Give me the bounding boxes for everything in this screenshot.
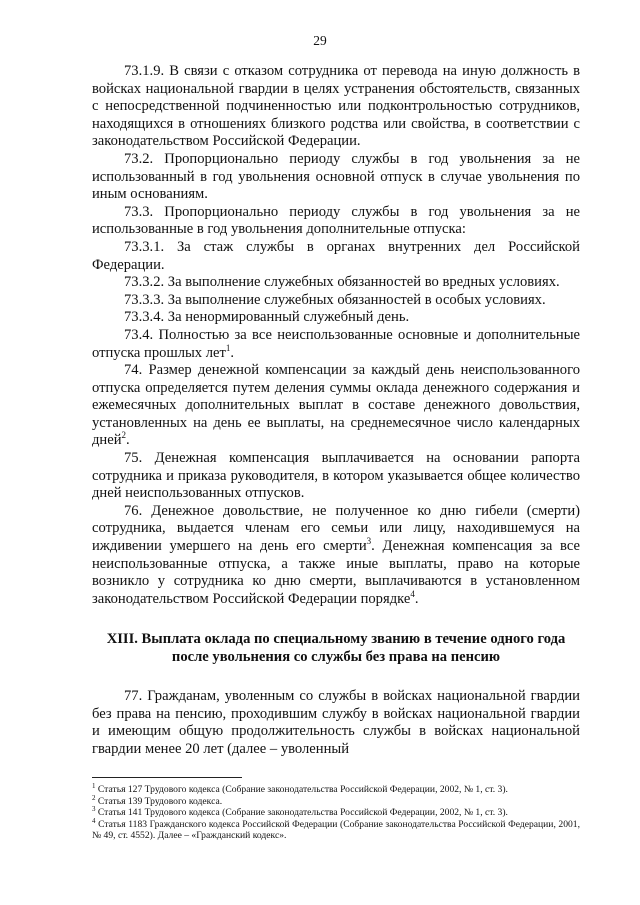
- paragraph-tail: .: [126, 432, 130, 449]
- paragraph-text: 73.4. Полностью за все неиспользованные основные и дополнительные отпуска прошлых лет: [92, 326, 580, 361]
- body-text-continued: [92, 688, 580, 758]
- footnote-text: Статья 127 Трудового кодекса (Собрание законодательства Российской Федерации, 2002, № 1, ст. 3).: [97, 784, 508, 795]
- footnote-text: Статья 1183 Гражданского кодекса Российской Федерации (Собрание законодательства Российской Федерации, 2001, № 49, ст. 4552). Далее – «Гражданский кодекс».: [92, 818, 580, 842]
- footnote-mark: 2: [92, 793, 96, 802]
- paragraph-73-3: 73.3. Пропорционально периоду службы в год увольнения за не использованные в год увольнения дополнительные отпуска:: [92, 203, 580, 238]
- footnote-4: [92, 816, 580, 842]
- footnote-mark: 4: [92, 816, 96, 825]
- page-number: 29: [313, 33, 327, 48]
- footnote-1: [92, 781, 580, 796]
- section-heading: XIII. Выплата оклада по специальному званию в течение одного года после увольнения со службы без права на пенсию: [106, 631, 566, 665]
- footnote-2: [92, 793, 580, 808]
- footnote-text: Статья 141 Трудового кодекса (Собрание законодательства Российской Федерации, 2002, № 1, ст. 3).: [97, 807, 508, 819]
- footnote-text: Статья 139 Трудового кодекса.: [97, 795, 223, 807]
- footnote-ref[interactable]: 1: [225, 342, 231, 353]
- paragraph-text: . Денежная компенсация за все неиспользованные отпуска, а также иные выплаты, право на которые возникло у сотрудника ко дню смерти, выплачиваются в установленном законодательством Российской Федерации порядке: [92, 538, 580, 607]
- footnotes: [92, 781, 580, 842]
- body-text: [92, 63, 580, 608]
- footnote-separator: [92, 777, 242, 778]
- paragraph-73-4: [92, 327, 580, 362]
- footnote-mark: 3: [92, 805, 96, 813]
- paragraph-73-3-1: 73.3.1. За стаж службы в органах внутренних дел Российской Федерации.: [92, 238, 580, 273]
- footnote-3: [92, 807, 580, 819]
- footnote-ref[interactable]: 2: [121, 430, 127, 441]
- paragraph-73-1-9: 73.1.9. В связи с отказом сотрудника от перевода на иную должность в войсках национальной гвардии в целях устранения обстоятельств, связанных с непосредственной подчиненностью или подконтрольностью сотрудников, находящихся в отношениях близкого родства или свойства, в соответствии с законодательством Российской Федерации.: [92, 63, 580, 150]
- paragraph-text: 76. Денежное довольствие, не полученное ко дню гибели (смерти) сотрудника, выдается членам его семьи или лицу, находившемуся на иждивении умершего на день его смерти: [92, 502, 580, 555]
- footnote-ref[interactable]: 4: [410, 588, 415, 599]
- paragraph-76: [92, 503, 580, 609]
- paragraph-74: [92, 362, 580, 450]
- footnote-mark: 1: [92, 781, 96, 790]
- paragraph-77: 77. Гражданам, уволенным со службы в войсках национальной гвардии без права на пенсию, проходившим службу в войсках национальной гвардии и имеющим общую продолжительность службы в войсках национальной гвардии менее 20 лет (далее – уволенный: [92, 688, 580, 757]
- paragraph-text: 74. Размер денежной компенсации за каждый день неиспользованного отпуска определяется путем деления суммы оклада денежного содержания и ежемесячных дополнительных выплат в составе денежного довольствия, установленных на день ее выплаты, на среднемесячное число календарных дней: [92, 362, 580, 449]
- paragraph-73-3-4: 73.3.4. За ненормированный служебный день.: [124, 309, 410, 326]
- paragraph-73-2: 73.2. Пропорционально периоду службы в год увольнения за не использованный в год увольнения основной отпуск в случае увольнения по иным основаниям.: [92, 150, 580, 203]
- paragraph-tail: .: [230, 344, 235, 361]
- footnote-ref[interactable]: 3: [366, 536, 372, 547]
- paragraph-73-3-3: 73.3.3. За выполнение служебных обязанностей в особых условиях.: [124, 291, 546, 308]
- paragraph-73-3-2: 73.3.2. За выполнение служебных обязанностей во вредных условиях.: [124, 274, 560, 291]
- paragraph-tail: .: [414, 590, 419, 607]
- paragraph-75: 75. Денежная компенсация выплачивается на основании рапорта сотрудника и приказа руководителя, в котором указывается общее количество дней неиспользованных отпусков.: [92, 450, 580, 502]
